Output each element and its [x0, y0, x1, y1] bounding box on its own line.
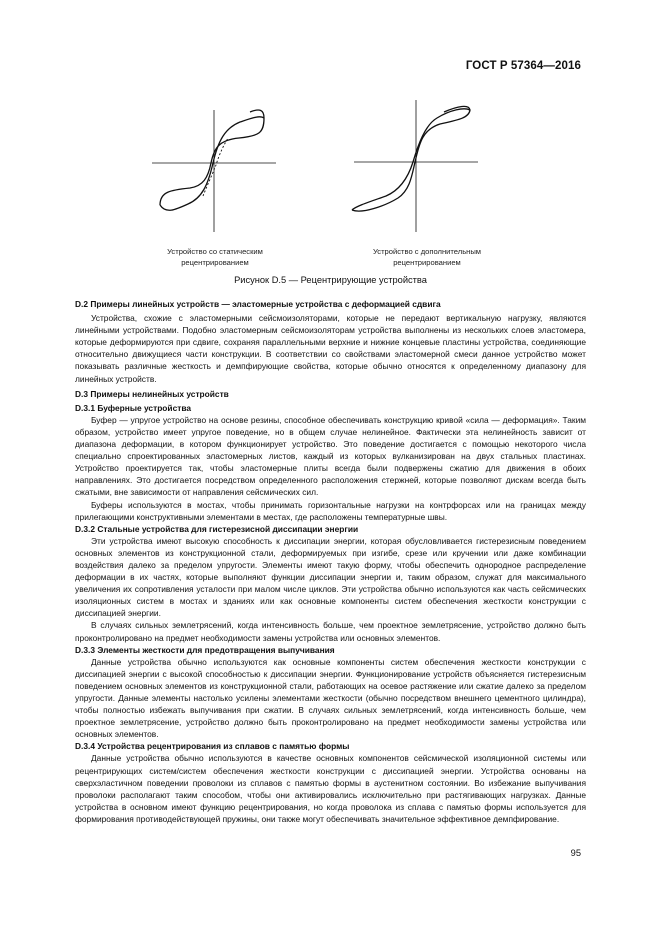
right-loop-lower: [352, 109, 470, 210]
figure-title: Рисунок D.5 — Рецентрирующие устройства: [234, 275, 427, 285]
page-number: 95: [570, 848, 581, 858]
right-loop-upper: [352, 106, 470, 211]
left-caption-line1: Устройство со статическим: [167, 247, 263, 256]
right-hysteresis-diagram: [352, 100, 478, 232]
section-d34-heading: D.3.4 Устройства рецентрирования из сплавов с памятью формы: [75, 741, 350, 752]
section-d31-paragraph-2: Буферы используются в мостах, чтобы принимать горизонтальные нагрузки на контрфорсах или на границах между прилегающими конструктивными элементами в местах, где расположены температурные швы.: [75, 499, 586, 522]
right-caption-line2: рецентрированием: [393, 258, 461, 267]
left-loop-upper: [160, 110, 264, 205]
section-d3-heading: D.3 Примеры нелинейных устройств: [75, 388, 229, 399]
section-d31-heading: D.3.1 Буферные устройства: [75, 402, 192, 413]
right-caption-line1: Устройство с дополнительным: [372, 247, 482, 256]
section-d32-paragraph-2: В случаях сильных землетрясений, когда интенсивность больше, чем проектное землетрясение, устройство должно быть проконтролировано на предмет необходимости замены устройства или основных элементов.: [75, 620, 586, 643]
section-d33-heading: D.3.3 Элементы жесткости для предотвращения выпучивания: [75, 644, 335, 655]
right-diagram-caption: [352, 246, 502, 268]
section-d2-paragraph: Устройства, схожие с эластомерными сейсмоизоляторами, которые не передают вертикальную нагрузку, являются линейными устройствами. Подобно эластомерным сейсмоизоляторам устройства выполнены из нескольких слоев эластомера, которые деформируются при сдвиге, сохраняя параллельными верхние и нижние концевые пластины устройства, соединяющие относительно движущиеся части конструкции. В соответствии со свойствами эластомерной смеси данное устройство может показывать различные жесткость и демпфирующие свойства, которые обычно относятся к определенному диапазону для линейных устройств.: [75, 313, 586, 384]
document-body: [75, 298, 586, 825]
left-diagram-caption: [140, 246, 290, 268]
section-d2-heading: D.2 Примеры линейных устройств — эластомерные устройства с деформацией сдвига: [75, 299, 441, 309]
left-dashed-curve: [203, 138, 228, 196]
section-d32-paragraph-1: Эти устройства имеют высокую способность к диссипации энергии, которая обусловливается гистерезисным поведением основных элементов из конструкционной стали, деформируемых при изгибе, срезе или кручении или даже комбинации воздействия далеко за пределом упругости. Элементы имеют такую форму, чтобы обеспечить однородное распределение деформации в их частях, которые выполняют функции диссипации энергии и, таким образом, служат для максимального увеличения их сопротивления усталости при малом числе циклов. Эти устройства обычно используются как часть сейсмических изоляционных систем в мостах и зданиях или как основные компоненты систем обеспечения жесткости конструкции с диссипацией энергии.: [75, 535, 586, 619]
section-d32-heading: D.3.2 Стальные устройства для гистерезисной диссипации энергии: [75, 523, 359, 534]
section-d31-paragraph-1: Буфер — упругое устройство на основе резины, способное обеспечивать конструкцию кривой «сила — деформация». Таким образом, устройство имеет упругое поведение, но в общем случае нелинейное. Фактически эта нелинейность зависит от диапазона деформации, в котором функционирует устройство. Это поведение достигается с помощью некоторого числа специально спроектированных эластомерных листов, каждый из которых вулканизирован на двух стальных пластинах. Устройство проектируется так, чтобы эластомерные плиты всегда были подвержены сжатию для движения в обоих направлениях. Это достигается посредством определенного расположения стержней, которые позволяют дискам всегда быть сжатыми, вне зависимости от направления сейсмических сил.: [75, 414, 586, 498]
left-loop-lower: [160, 117, 264, 210]
left-hysteresis-diagram: [152, 110, 276, 232]
hysteresis-figure: [0, 0, 661, 270]
document-header: ГОСТ Р 57364—2016: [465, 60, 581, 72]
section-d34-paragraph: Данные устройства обычно используются в качестве основных компонентов сейсмической изоляционной системы или рецентрирующих систем/систем обеспечения жесткости конструкции с диссипацией энергии. Устройства основаны на сверхэластичном поведении проволоки из сплавов с памятью формы в аустенитном состоянии. Во избежание выпучивания проволоки располагают таким способом, чтобы они активировались исключительно при растягивающих нагрузках. Данные устройства в основном имеют функцию рецентрирования, но когда проволока из сплава с памятью формы используется для формирования противодействующей пружины, они также могут обеспечивать значительное эффективное демпфирование.: [75, 753, 586, 824]
left-caption-line2: рецентрированием: [181, 258, 249, 267]
section-d33-paragraph: Данные устройства обычно используются как основные компоненты систем обеспечения жесткости конструкции с диссипацией энергии с высокой способностью к диссипации энергии. Функционирование устройств объясняется гистерезисным поведением основных элементов из конструкционной стали, работающих на осевое растяжение или сжатие далеко за пределом упругости. Данные элементы настолько усилены элементами жесткости (обычно посредством внешнего цементного цилиндра), чтобы полностью избежать выпучивания при сжатии. В случаях сильных землетрясений, когда интенсивность больше, чем проектное землетрясение, устройство должно быть проконтролировано на предмет необходимости замены устройства или основных элементов.: [75, 656, 586, 740]
